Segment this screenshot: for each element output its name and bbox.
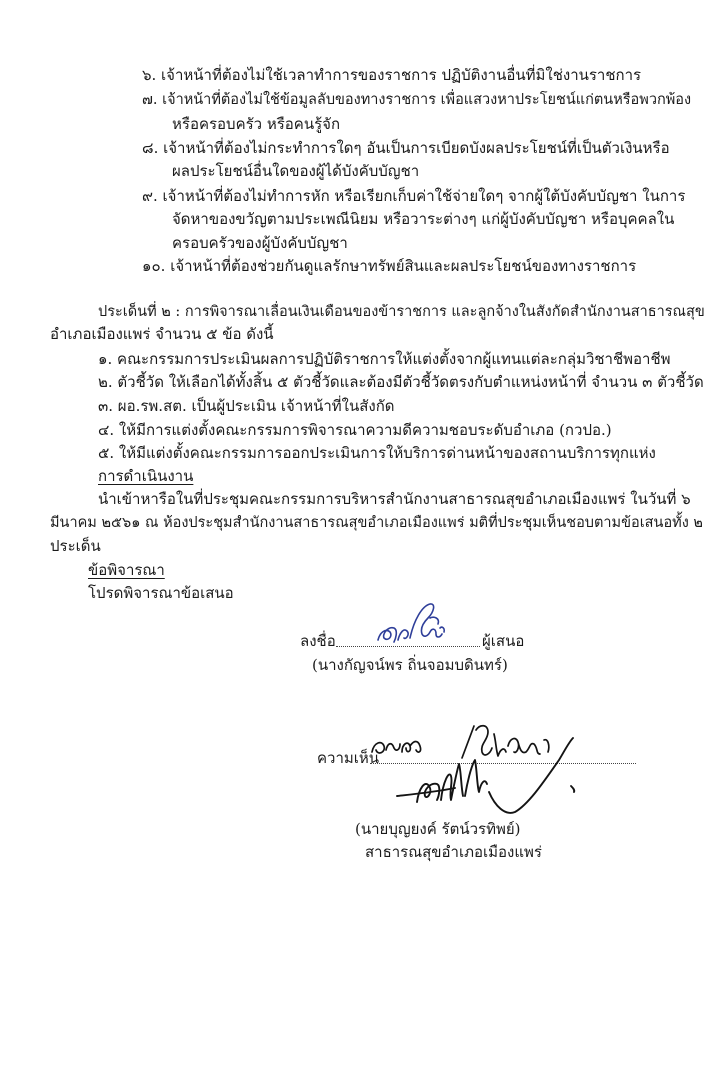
rule-line: ๖. เจ้าหน้าที่ต้องไม่ใช้เวลาทำการของราชการ ปฏิบัติงานอื่นที่มิใช่งานราชการ xyxy=(142,66,642,84)
opinion-label: ความเห็น xyxy=(317,749,380,767)
issue-item: ๕. ให้มีแต่งตั้งคณะกรรมการออกประเมินการให้บริการด่านหน้าของสถานบริการทุกแห่ง xyxy=(98,444,656,462)
approver-position: สาธารณสุขอำเภอเมืองแพร่ xyxy=(365,843,542,861)
rule-line-continued: ผลประโยชน์อื่นใดของผู้ได้บังคับบัญชา xyxy=(172,162,420,180)
issue-item: ๔. ให้มีการแต่งตั้งคณะกรรมการพิจารณาความดีความชอบระดับอำเภอ (กวปอ.) xyxy=(98,421,612,439)
issue-item: ๓. ผอ.รพ.สต. เป็นผู้ประเมิน เจ้าหน้าที่ในสังกัด xyxy=(98,397,395,415)
consideration-text: โปรดพิจารณาข้อเสนอ xyxy=(88,584,234,602)
operation-line: นำเข้าหารือในที่ประชุมคณะกรรมการบริหารสำนักงานสาธารณสุขอำเภอเมืองแพร่ ในวันที่ ๖ xyxy=(98,490,691,508)
proposer-name: (นางกัญจน์พร ถิ่นจอมบดินทร์) xyxy=(312,656,508,674)
rule-line: ๙. เจ้าหน้าที่ต้องไม่ทำการหัก หรือเรียกเก็บค่าใช้จ่ายใดๆ จากผู้ใต้บังคับบัญชา ในการ xyxy=(142,187,686,205)
issue-item: ๒. ตัวชี้วัด ให้เลือกได้ทั้งสิ้น ๕ ตัวชี้วัดและต้องมีตัวชี้วัดตรงกับตำแหน่งหน้าที่ จำนวน ๓ ตัวชี้วัด xyxy=(98,373,704,391)
sign-label: ลงชื่อ xyxy=(300,632,336,650)
approver-signature xyxy=(395,730,595,822)
issue-item: ๑. คณะกรรมการประเมินผลการปฏิบัติราชการให้แต่งตั้งจากผู้แทนแต่ละกลุ่มวิชาชีพอาชีพ xyxy=(98,350,671,368)
consideration-heading: ข้อพิจารณา xyxy=(88,561,165,579)
rule-line-continued: จัดหาของขวัญตามประเพณีนิยม หรือวาระต่างๆ แก่ผู้บังคับบัญชา หรือบุคคลใน xyxy=(172,210,675,228)
operation-line: ประเด็น xyxy=(50,537,101,555)
rule-line-continued: ครอบครัวของผู้บังคับบัญชา xyxy=(172,234,348,252)
approver-name: (นายบุญยงค์ รัตน์วรทิพย์) xyxy=(355,820,521,838)
proposer-signature xyxy=(370,598,460,653)
issue-heading: ประเด็นที่ ๒ : การพิจารณาเลื่อนเงินเดือนของข้าราชการ และลูกจ้างในสังกัดสำนักงานสาธารณสุข xyxy=(98,304,705,320)
rule-line: ๘. เจ้าหน้าที่ต้องไม่กระทำการใดๆ อันเป็นการเบียดบังผลประโยชน์ที่เป็นตัวเงินหรือ xyxy=(142,139,670,157)
operation-heading: การดำเนินงาน xyxy=(98,467,194,485)
rule-line-continued: หรือครอบครัว หรือคนรู้จัก xyxy=(172,115,341,133)
proposer-role: ผู้เสนอ xyxy=(482,632,525,650)
rule-line: ๗. เจ้าหน้าที่ต้องไม่ใช้ข้อมูลลับของทางราชการ เพื่อแสวงหาประโยชน์แก่ตนหรือพวกพ้อง xyxy=(142,92,692,108)
operation-line: มีนาคม ๒๕๖๑ ณ ห้องประชุมสำนักงานสาธารณสุขอำเภอเมืองแพร่ มติที่ประชุมเห็นชอบตามข้อเสนอทั้ง ๒ xyxy=(50,515,703,531)
rule-line: ๑๐. เจ้าหน้าที่ต้องช่วยกันดูแลรักษาทรัพย์สินและผลประโยชน์ของทางราชการ xyxy=(142,257,637,275)
issue-heading-continued: อำเภอเมืองแพร่ จำนวน ๕ ข้อ ดังนี้ xyxy=(50,325,274,343)
